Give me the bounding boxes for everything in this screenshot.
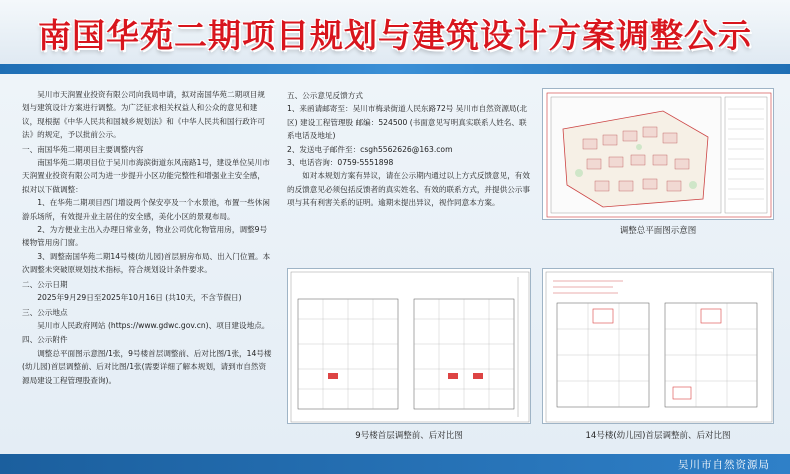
issuing-authority: 吴川市自然资源局 [678, 459, 770, 471]
paragraph: 南国华苑二期项目位于吴川市海滨街道东风南路1号，建设单位吴川市天润置业投资有限公司为进一步提升小区功能完整性和增强业主安全感，拟对以下做调整： [22, 158, 270, 194]
page-title: 南国华苑二期项目规划与建筑设计方案调整公示 [38, 15, 752, 55]
right-text-column [287, 88, 531, 210]
paragraph: 2、发送电子邮件至：csgh5562626@163.com [287, 144, 453, 154]
section-heading: 一、南国华苑二期项目主要调整内容 [22, 144, 144, 154]
notice-body [0, 74, 790, 454]
title-divider [0, 64, 790, 74]
building14-caption: 14号楼(幼儿园)首层调整前、后对比图 [585, 431, 731, 441]
paragraph: 吴川市人民政府网站 (https://www.gdwc.gov.cn)、项目建设地点。 [37, 320, 270, 330]
section-heading: 三、公示地点 [22, 307, 68, 317]
site-plan-caption: 调整总平面图示意图 [619, 226, 697, 236]
paragraph: 1、在华苑二期项目西门增设两个保安亭及一个水景池，布置一些休闲游乐场所，有效提升业主居住的安全感，美化小区的景观布局。 [22, 198, 270, 221]
paragraph: 3、调整南国华苑二期14号楼(幼儿园)首层厨房布局、出入门位置。本次调整未突破原规划技术指标，符合规划设计条件要求。 [22, 251, 271, 275]
building14-floor-plan [542, 268, 774, 424]
footer-bar [0, 454, 790, 474]
paragraph: 如对本规划方案有异议，请在公示期内通过以上方式反馈意见，有效的反馈意见必须包括反馈者的真实姓名、有效的联系方式，并提供公示事项与其有利害关系的证明。逾期未提出异议，视作同意本方案。 [287, 171, 530, 208]
building9-floor-plan [287, 268, 531, 424]
paragraph: 1、来函请邮寄至：吴川市梅录街道人民东路72号 吴川市自然资源局(北区) 建设工程管理股 邮编：524500 (书面意见写明真实联系人姓名、联系电话及地址) [287, 104, 528, 141]
title-band [0, 0, 790, 66]
section-heading: 四、公示附件 [22, 335, 68, 345]
section-heading: 二、公示日期 [22, 279, 68, 289]
paragraph: 吴川市天润置业投资有限公司向我局申请，拟对南国华苑二期项目规划与建筑设计方案进行调整。为广泛征求相关权益人和公众的意见和建议，现根据《中华人民共和国城乡规划法》和《中华人民共和国行政许可法》的规定，予以批前公示。 [22, 90, 265, 140]
paragraph: 调整总平面图示意图/1张，9号楼首层调整前、后对比图/1张，14号楼(幼儿园)首层调整前、后对比图/1张(需要详细了解本规划，请到市自然资源局建设工程管理股查询)。 [22, 348, 272, 385]
paragraph: 2025年9月29日至2025年10月16日 (共10天，不含节假日) [37, 293, 242, 303]
site-plan-drawing [542, 88, 774, 220]
building9-caption: 9号楼首层调整前、后对比图 [355, 431, 463, 441]
left-text-column [22, 88, 272, 387]
section-heading: 五、公示意见反馈方式 [287, 91, 363, 100]
paragraph: 3、电话咨询：0759-5551898 [287, 158, 394, 168]
paragraph: 2、为方便业主出入办理日常业务，物业公司优化物管用房，调整9号楼物管用房门窗。 [22, 225, 268, 248]
